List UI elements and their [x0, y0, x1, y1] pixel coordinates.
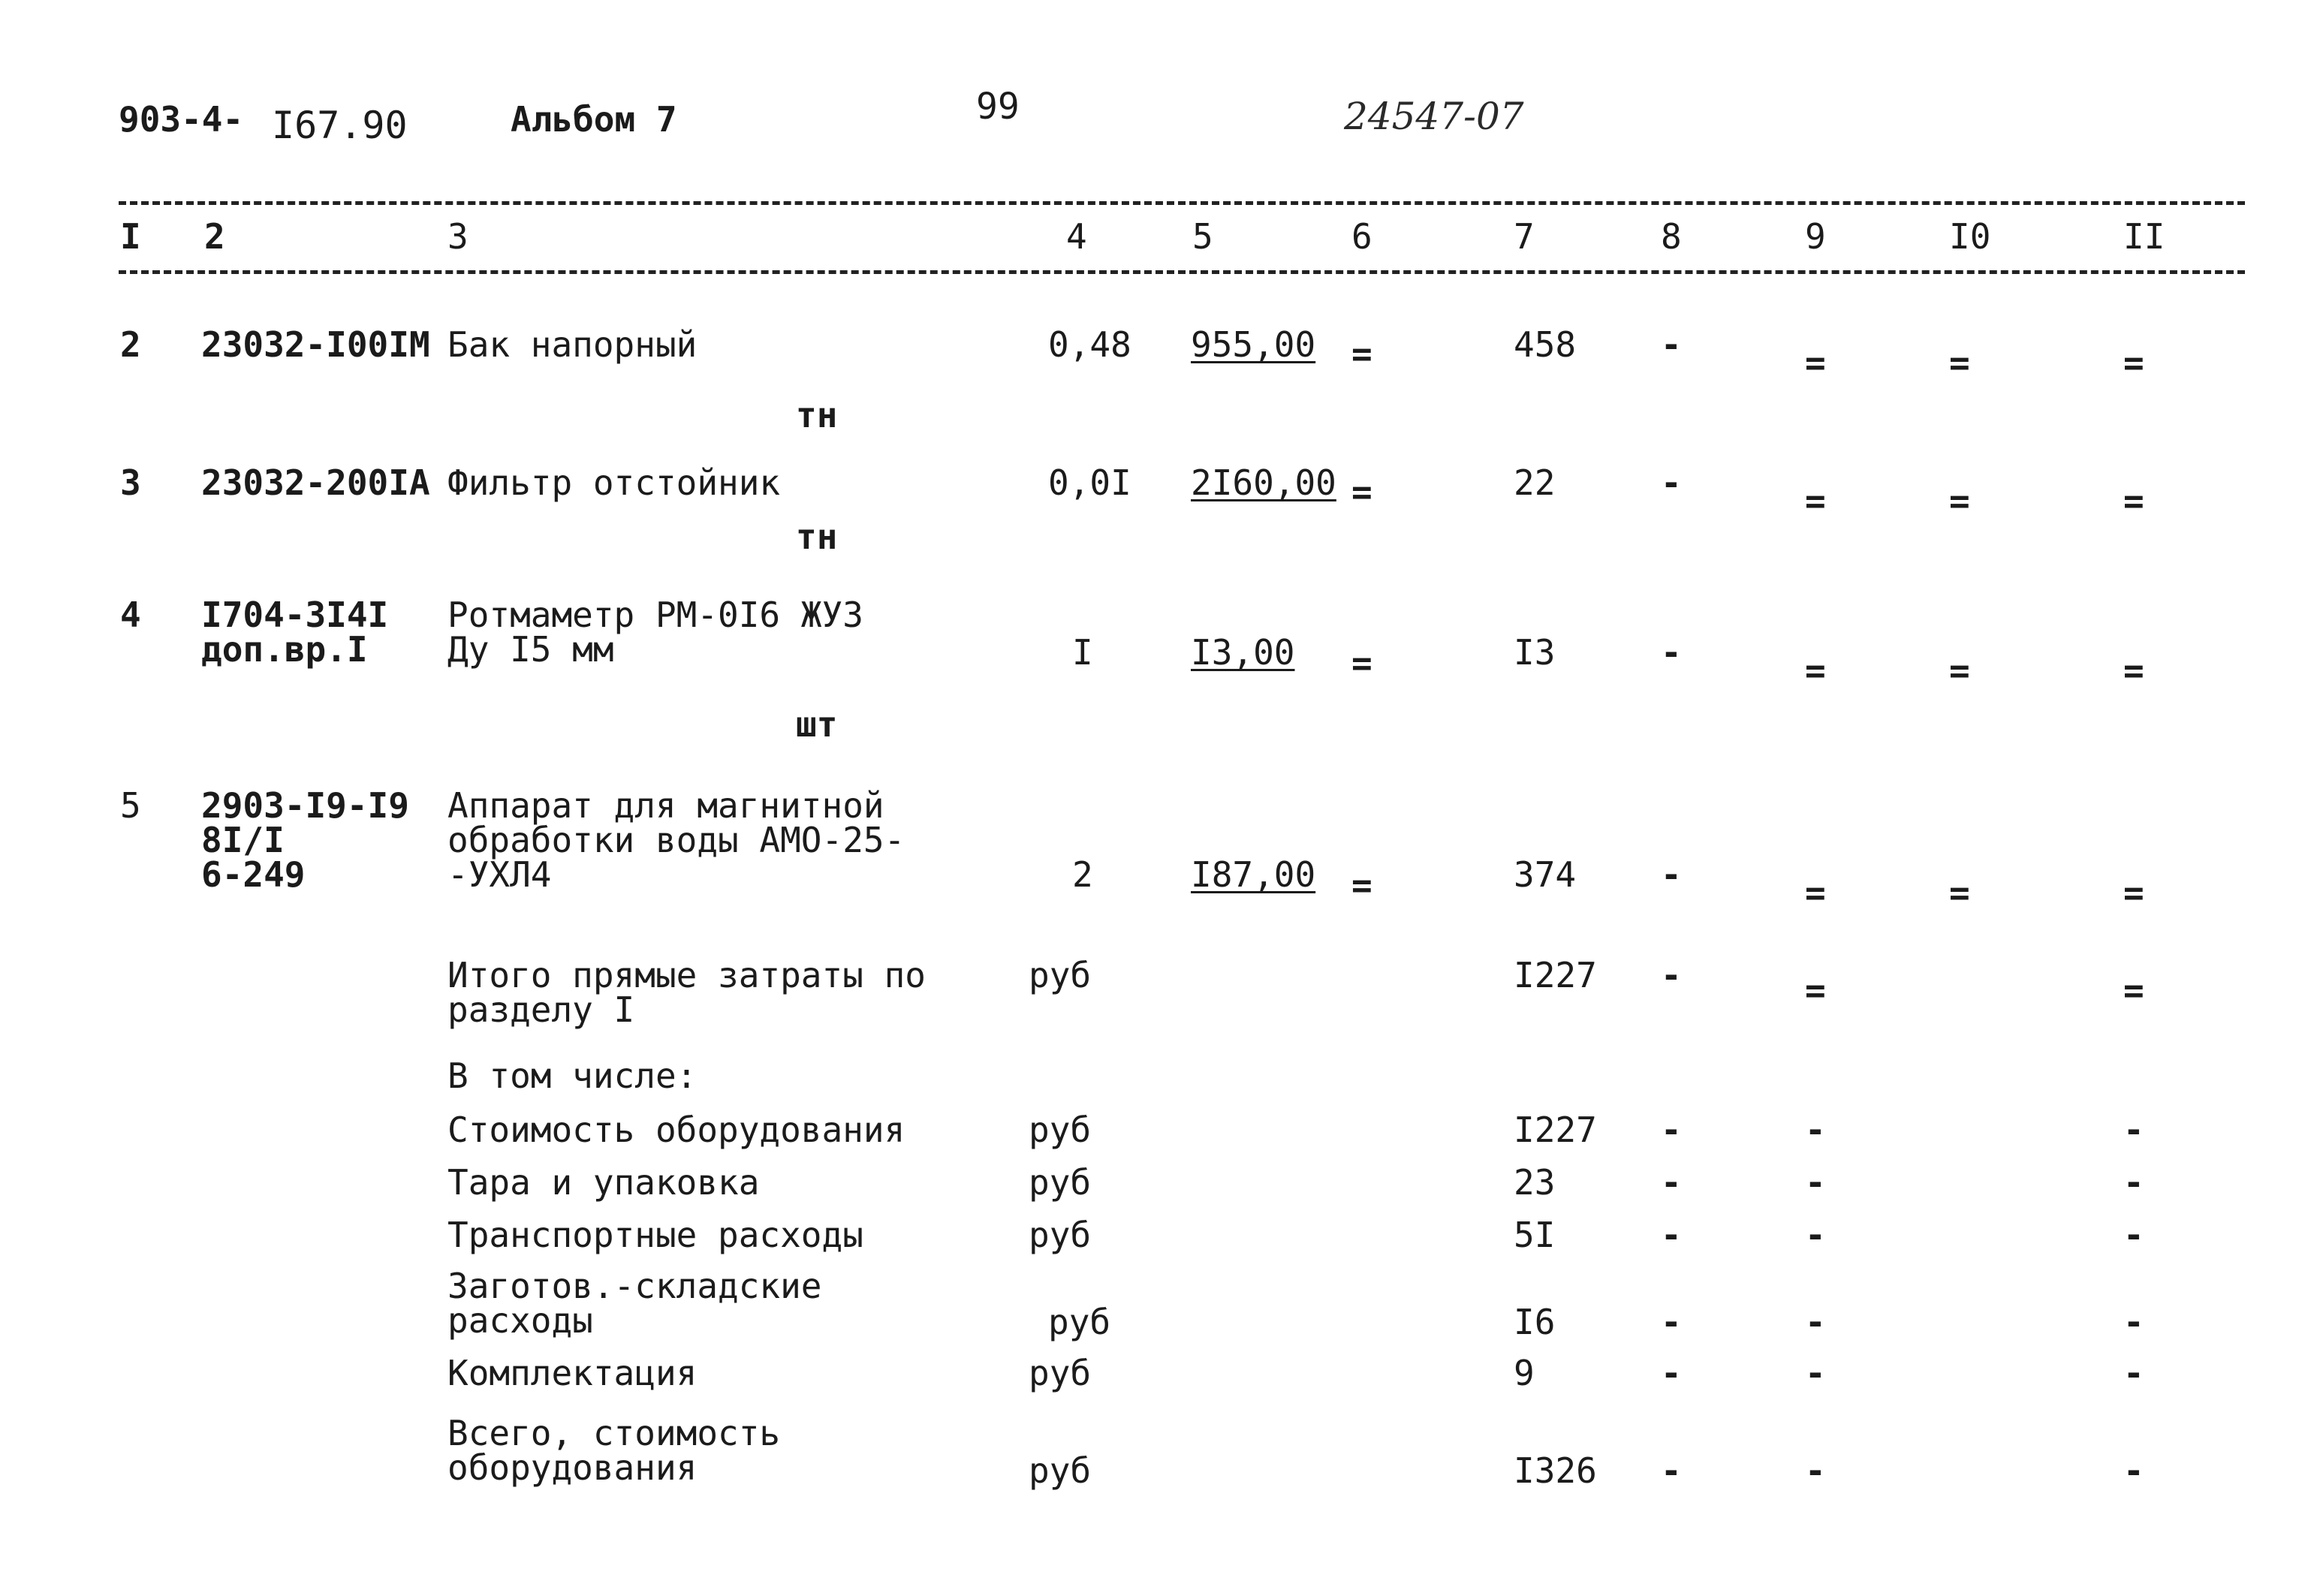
row-col8: - — [1661, 632, 1682, 673]
col-header-11: II — [2123, 216, 2165, 257]
summary-item-col9: - — [1805, 1215, 1826, 1255]
row-col7: 22 — [1514, 462, 1556, 503]
summary-item-col8: - — [1661, 1353, 1682, 1393]
row-code: 2903-I9-I9 8I/I 6-249 — [201, 785, 409, 895]
doc-code: 903-4- — [119, 99, 244, 140]
row-col8: - — [1661, 462, 1682, 503]
row-code: I704-3I4I доп.вр.I — [201, 595, 389, 670]
summary-item-col8: - — [1661, 1215, 1682, 1255]
row-code: 23032-200IA — [201, 462, 430, 503]
row-code: 23032-I00IM — [201, 324, 430, 365]
summary-item-col7: I227 — [1514, 1110, 1597, 1150]
summary-item-col7: 23 — [1514, 1162, 1556, 1203]
row-unit: шт — [796, 704, 838, 745]
col-header-7: 7 — [1514, 216, 1535, 257]
including-label: В том числе: — [447, 1055, 698, 1096]
row-qty: 0,48 — [1048, 324, 1131, 365]
row-unit: тн — [796, 516, 838, 557]
summary-item-col11: - — [2123, 1353, 2144, 1393]
row-col7: I3 — [1514, 632, 1556, 673]
row-col11: = — [2123, 342, 2144, 383]
row-unit: тн — [796, 395, 838, 435]
summary-item-col9: - — [1805, 1110, 1826, 1150]
col-header-5: 5 — [1192, 216, 1213, 257]
summary-item-col11: - — [2123, 1302, 2144, 1342]
summary-item-unit: руб — [1029, 1162, 1092, 1203]
col-header-10: I0 — [1949, 216, 1991, 257]
summary-item-unit: руб — [1029, 1215, 1092, 1255]
row-col6: = — [1351, 865, 1372, 905]
row-col9: = — [1805, 650, 1826, 691]
row-col8: - — [1661, 324, 1682, 365]
summary-item-col8: - — [1661, 1162, 1682, 1203]
row-number: 2 — [120, 324, 141, 365]
total-col9: = — [1805, 970, 1826, 1010]
summary-item-col9: - — [1805, 1450, 1826, 1491]
row-qty: 0,0I — [1048, 462, 1131, 503]
total-col7: I227 — [1514, 955, 1597, 995]
col-header-8: 8 — [1661, 216, 1682, 257]
row-col8: - — [1661, 854, 1682, 895]
row-col10: = — [1949, 342, 1970, 383]
summary-item-label: Транспортные расходы — [447, 1215, 863, 1255]
row-number: 5 — [120, 785, 141, 826]
col-header-9: 9 — [1805, 216, 1826, 257]
summary-item-col8: - — [1661, 1302, 1682, 1342]
header-rule-bottom — [119, 270, 2245, 274]
page-number: 99 — [976, 86, 1020, 128]
row-price: 2I60,00 — [1191, 462, 1336, 503]
row-col9: = — [1805, 480, 1826, 521]
summary-item-label: Тара и упаковка — [447, 1162, 760, 1203]
summary-item-col7: 9 — [1514, 1353, 1535, 1393]
summary-item-col7: I326 — [1514, 1450, 1597, 1491]
doc-number: I67.90 — [272, 104, 408, 147]
summary-item-col11: - — [2123, 1215, 2144, 1255]
summary-item-label: Заготов.-складские расходы — [447, 1266, 822, 1341]
row-col6: = — [1351, 643, 1372, 683]
summary-item-unit: руб — [1029, 1353, 1092, 1393]
row-col11: = — [2123, 480, 2144, 521]
summary-item-col9: - — [1805, 1302, 1826, 1342]
col-header-2: 2 — [204, 216, 225, 257]
row-col10: = — [1949, 650, 1970, 691]
row-price: 955,00 — [1191, 324, 1316, 365]
row-col9: = — [1805, 872, 1826, 913]
row-col7: 374 — [1514, 854, 1577, 895]
row-qty: 2 — [1072, 854, 1093, 895]
row-col10: = — [1949, 872, 1970, 913]
col-header-1: I — [120, 216, 141, 257]
summary-item-unit: руб — [1029, 1110, 1092, 1150]
summary-item-col7: I6 — [1514, 1302, 1556, 1342]
row-number: 4 — [120, 595, 141, 635]
row-col7: 458 — [1514, 324, 1577, 365]
row-col6: = — [1351, 333, 1372, 374]
total-label: Итого прямые затраты по разделу I — [447, 955, 926, 1030]
total-unit: руб — [1029, 955, 1092, 995]
col-header-6: 6 — [1351, 216, 1372, 257]
summary-item-unit: руб — [1029, 1450, 1092, 1491]
row-name: Фильтр отстойник — [447, 462, 781, 503]
row-price: I87,00 — [1191, 854, 1316, 895]
row-col11: = — [2123, 872, 2144, 913]
total-col8: - — [1661, 955, 1682, 995]
summary-item-col7: 5I — [1514, 1215, 1556, 1255]
row-name: Аппарат для магнитной обработки воды АМО-25- -УХЛ4 — [447, 785, 905, 895]
summary-item-col11: - — [2123, 1162, 2144, 1203]
summary-item-col9: - — [1805, 1353, 1826, 1393]
row-col11: = — [2123, 650, 2144, 691]
col-header-4: 4 — [1066, 216, 1087, 257]
stamp-number: 24547-07 — [1344, 95, 1524, 138]
summary-item-col9: - — [1805, 1162, 1826, 1203]
summary-item-col11: - — [2123, 1110, 2144, 1150]
row-col10: = — [1949, 480, 1970, 521]
summary-item-unit: руб — [1048, 1302, 1111, 1342]
total-col11: = — [2123, 970, 2144, 1010]
summary-item-label: Стоимость оборудования — [447, 1110, 905, 1150]
row-qty: I — [1072, 632, 1093, 673]
album-label: Альбом 7 — [511, 99, 677, 140]
summary-item-label: Всего, стоимость оборудования — [447, 1413, 781, 1488]
row-col9: = — [1805, 342, 1826, 383]
row-name: Бак напорный — [447, 324, 698, 365]
row-price: I3,00 — [1191, 632, 1295, 673]
row-col6: = — [1351, 471, 1372, 512]
col-header-3: 3 — [447, 216, 469, 257]
row-number: 3 — [120, 462, 141, 503]
summary-item-col11: - — [2123, 1450, 2144, 1491]
summary-item-col8: - — [1661, 1450, 1682, 1491]
summary-item-label: Комплектация — [447, 1353, 698, 1393]
row-name: Ротмаметр РМ-0I6 ЖУЗ Ду I5 мм — [447, 595, 863, 670]
summary-item-col8: - — [1661, 1110, 1682, 1150]
header-rule-top — [119, 201, 2245, 205]
